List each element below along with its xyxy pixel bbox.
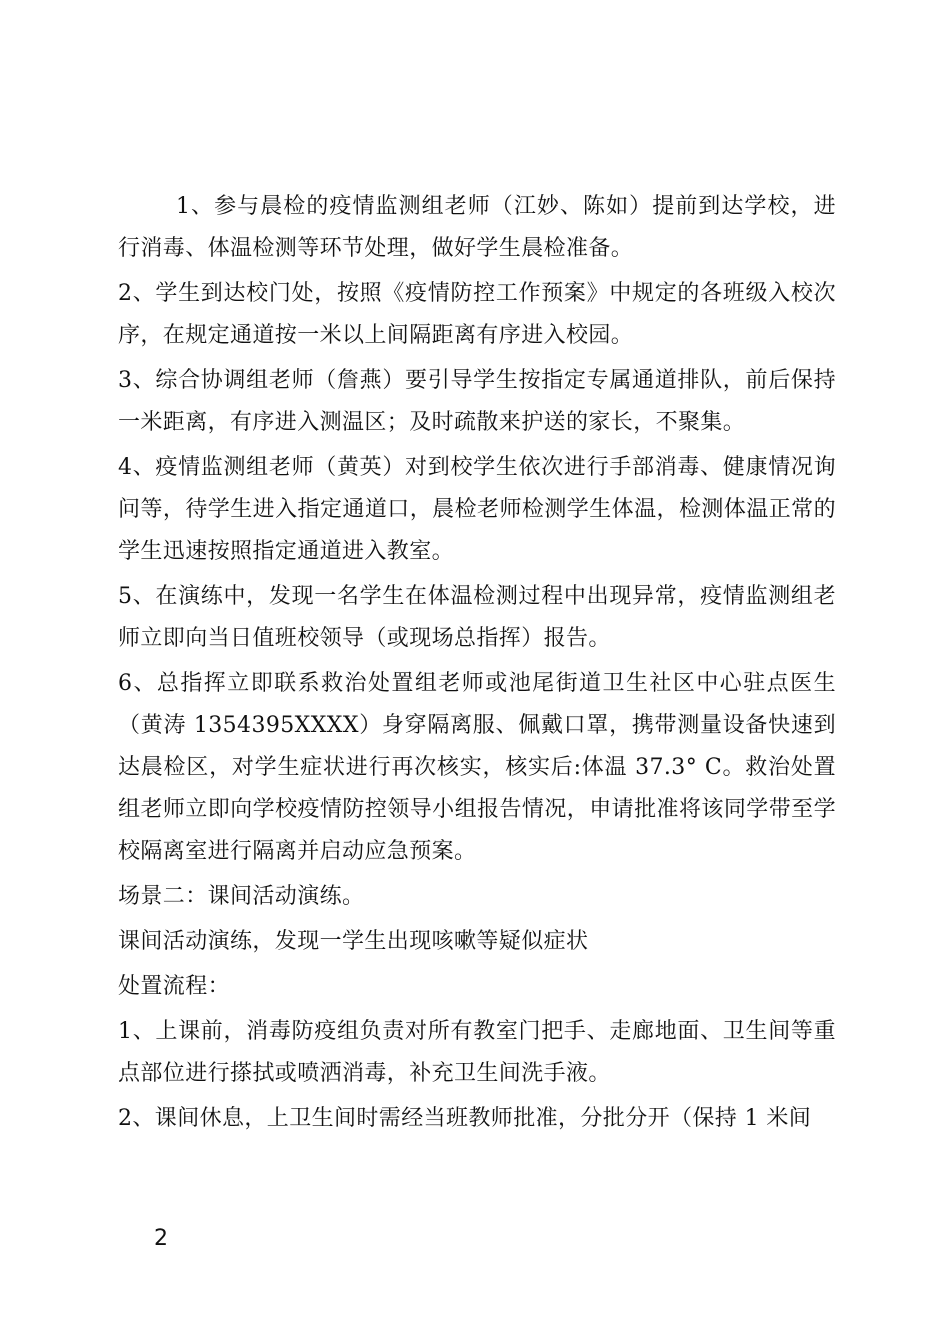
paragraph-morning-check-5: 5、在演练中，发现一名学生在体温检测过程中出现异常，疫情监测组老师立即向当日值班校领导（或现场总指挥）报告。	[118, 584, 836, 651]
document-body	[118, 186, 836, 1143]
page-number: 2	[154, 1226, 168, 1251]
paragraph-morning-check-1: 1、参与晨检的疫情监测组老师（江妙、陈如）提前到达学校，进行消毒、体温检测等环节处理，做好学生晨检准备。	[118, 194, 836, 261]
paragraph-morning-check-2: 2、学生到达校门处，按照《疫情防控工作预案》中规定的各班级入校次序，在规定通道按一米以上间隔距离有序进入校园。	[118, 281, 836, 348]
paragraph-morning-check-4: 4、疫情监测组老师（黄英）对到校学生依次进行手部消毒、健康情况询问等，待学生进入指定通道口，晨检老师检测学生体温，检测体温正常的学生迅速按照指定通道进入教室。	[118, 455, 836, 564]
scene-two-heading: 场景二：课间活动演练。	[118, 884, 365, 909]
procedure-step-1: 1、上课前，消毒防疫组负责对所有教室门把手、走廊地面、卫生间等重点部位进行搽拭或喷洒消毒，补充卫生间洗手液。	[118, 1019, 836, 1086]
procedure-heading: 处置流程：	[118, 974, 231, 999]
procedure-step-2: 2、课间休息，上卫生间时需经当班教师批准，分批分开（保持 1 米间	[118, 1106, 812, 1131]
scene-two-description: 课间活动演练，发现一学生出现咳嗽等疑似症状	[118, 929, 589, 954]
paragraph-morning-check-6: 6、总指挥立即联系救治处置组老师或池尾街道卫生社区中心驻点医生（黄涛 1354395XXXX）身穿隔离服、佩戴口罩，携带测量设备快速到达晨检区，对学生症状进行再次核实，核实后:体温 37.3° C。救治处置组老师立即向学校疫情防控领导小组报告情况，申请批准将该同学带至学校隔离室进行隔离并启动应急预案。	[118, 671, 836, 864]
paragraph-morning-check-3: 3、综合协调组老师（詹燕）要引导学生按指定专属通道排队，前后保持一米距离，有序进入测温区；及时疏散来护送的家长，不聚集。	[118, 368, 836, 435]
